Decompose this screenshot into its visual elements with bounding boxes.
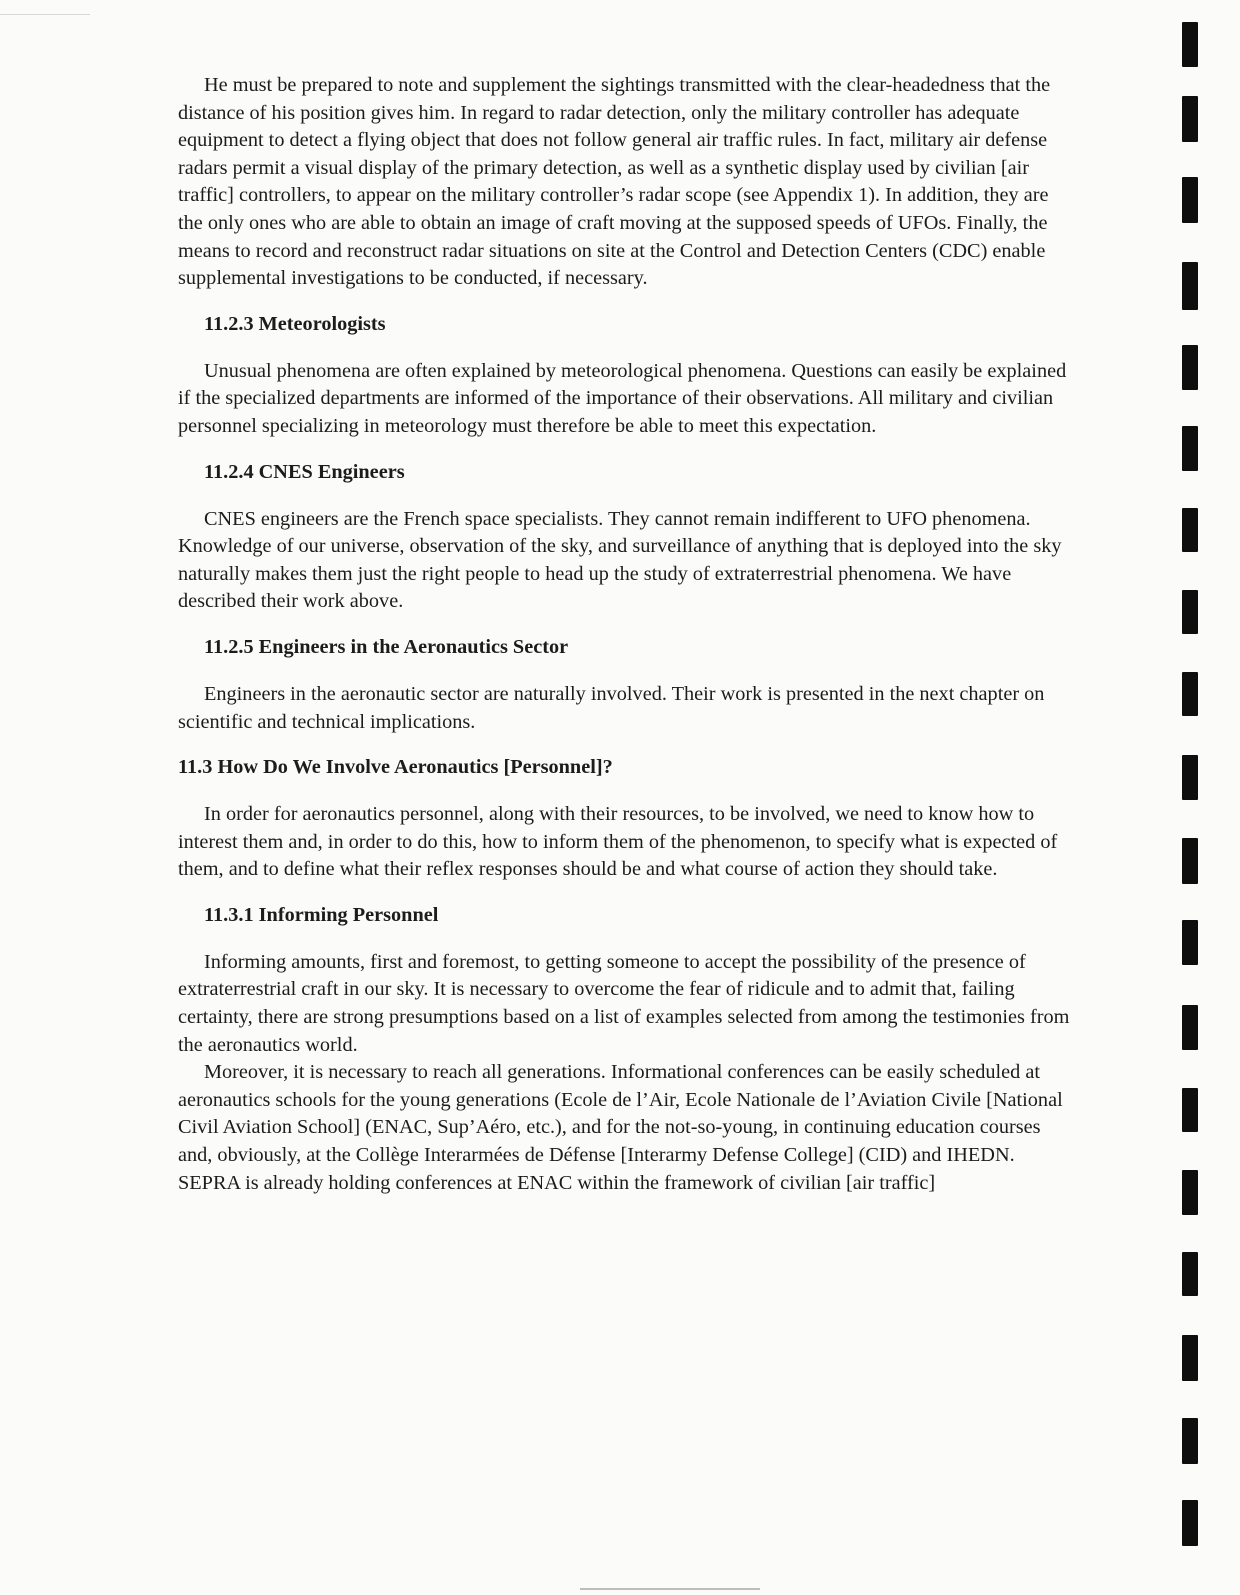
binding-hole	[1182, 345, 1198, 390]
binding-hole	[1182, 838, 1198, 884]
binding-hole	[1182, 1418, 1198, 1464]
heading-involve-aeronautics: 11.3 How Do We Involve Aeronautics [Personnel]?	[178, 756, 613, 779]
paragraph-involve-aeronautics: In order for aeronautics personnel, along with their resources, to be involved, we need to know how to interest them and, in order to do this, how to inform them of the phenomenon, to specify what is expected of them, and to define what their reflex responses should be and what course of action they should take.	[178, 803, 1058, 881]
binding-hole	[1182, 508, 1198, 552]
binding-hole	[1182, 672, 1198, 716]
paragraph-meteorologists: Unusual phenomena are often explained by meteorological phenomena. Questions can easily be explained if the specialized departments are informed of the importance of their observations. All military and civilian personnel specializing in meteorology must therefore be able to meet this expectation.	[178, 359, 1067, 437]
document-page	[178, 72, 1078, 1197]
binding-hole	[1182, 262, 1198, 310]
binding-hole	[1182, 590, 1198, 634]
binding-hole	[1182, 755, 1198, 800]
heading-meteorologists: 11.2.3 Meteorologists	[204, 312, 386, 335]
heading-cnes-engineers: 11.2.4 CNES Engineers	[204, 460, 405, 483]
paragraph-radar-detection: He must be prepared to note and supplement the sightings transmitted with the clear-headedness that the distance of his position gives him. In regard to radar detection, only the military controller has adequate equipment to detect a flying object that does not follow general air traffic rules. In fact, military air defense radars permit a visual display of the primary detection, as well as a synthetic display used by civilian [air traffic] controllers, to appear on the military controller’s radar scope (see Appendix 1). In addition, they are the only ones who are able to obtain an image of craft moving at the supposed speeds of UFOs. Finally, the means to record and reconstruct radar situations on site at the Control and Detection Centers (CDC) enable supplemental investigations to be conducted, if necessary.	[178, 74, 1051, 290]
heading-aeronautics-engineers: 11.2.5 Engineers in the Aeronautics Sector	[204, 635, 569, 658]
binding-hole	[1182, 177, 1198, 223]
paragraph-generations: Moreover, it is necessary to reach all generations. Informational conferences can be easily scheduled at aeronautics schools for the young generations (Ecole de l’Air, Ecole Nationale de l’Aviation Civile [National Civil Aviation School] (ENAC, Sup’Aéro, etc.), and for the not-so-young, in continuing education courses and, obviously, at the Collège Interarmées de Défense [Interarmy Defense College] (CID) and IHEDN. SEPRA is already holding conferences at ENAC within the framework of civilian [air traffic]	[178, 1061, 1063, 1194]
paragraph-aeronautics-engineers: Engineers in the aeronautic sector are naturally involved. Their work is presented in the next chapter on scientific and technical implications.	[178, 682, 1045, 733]
scan-top-edge-line	[0, 14, 90, 15]
binding-hole	[1182, 1170, 1198, 1215]
binding-hole	[1182, 1088, 1198, 1132]
paragraph-cnes-engineers: CNES engineers are the French space specialists. They cannot remain indifferent to UFO phenomena. Knowledge of our universe, observation of the sky, and surveillance of anything that is deployed into the sky naturally makes them just the right people to head up the study of extraterrestrial phenomena. We have described their work above.	[178, 507, 1062, 613]
binding-hole	[1182, 1005, 1198, 1050]
binding-hole	[1182, 22, 1198, 67]
binding-hole	[1182, 426, 1198, 471]
scan-bottom-edge-line	[580, 1588, 760, 1590]
paragraph-informing-personnel: Informing amounts, first and foremost, to getting someone to accept the possibility of the presence of extraterrestrial craft in our sky. It is necessary to overcome the fear of ridicule and to admit that, failing certainty, there are strong presumptions based on a list of examples selected from among the testimonies from the aeronautics world.	[178, 950, 1070, 1056]
comb-binding-holes	[1180, 0, 1210, 1595]
binding-hole	[1182, 920, 1198, 965]
binding-hole	[1182, 1252, 1198, 1296]
binding-hole	[1182, 96, 1198, 142]
heading-informing-personnel: 11.3.1 Informing Personnel	[204, 903, 439, 926]
binding-hole	[1182, 1335, 1198, 1381]
binding-hole	[1182, 1500, 1198, 1546]
